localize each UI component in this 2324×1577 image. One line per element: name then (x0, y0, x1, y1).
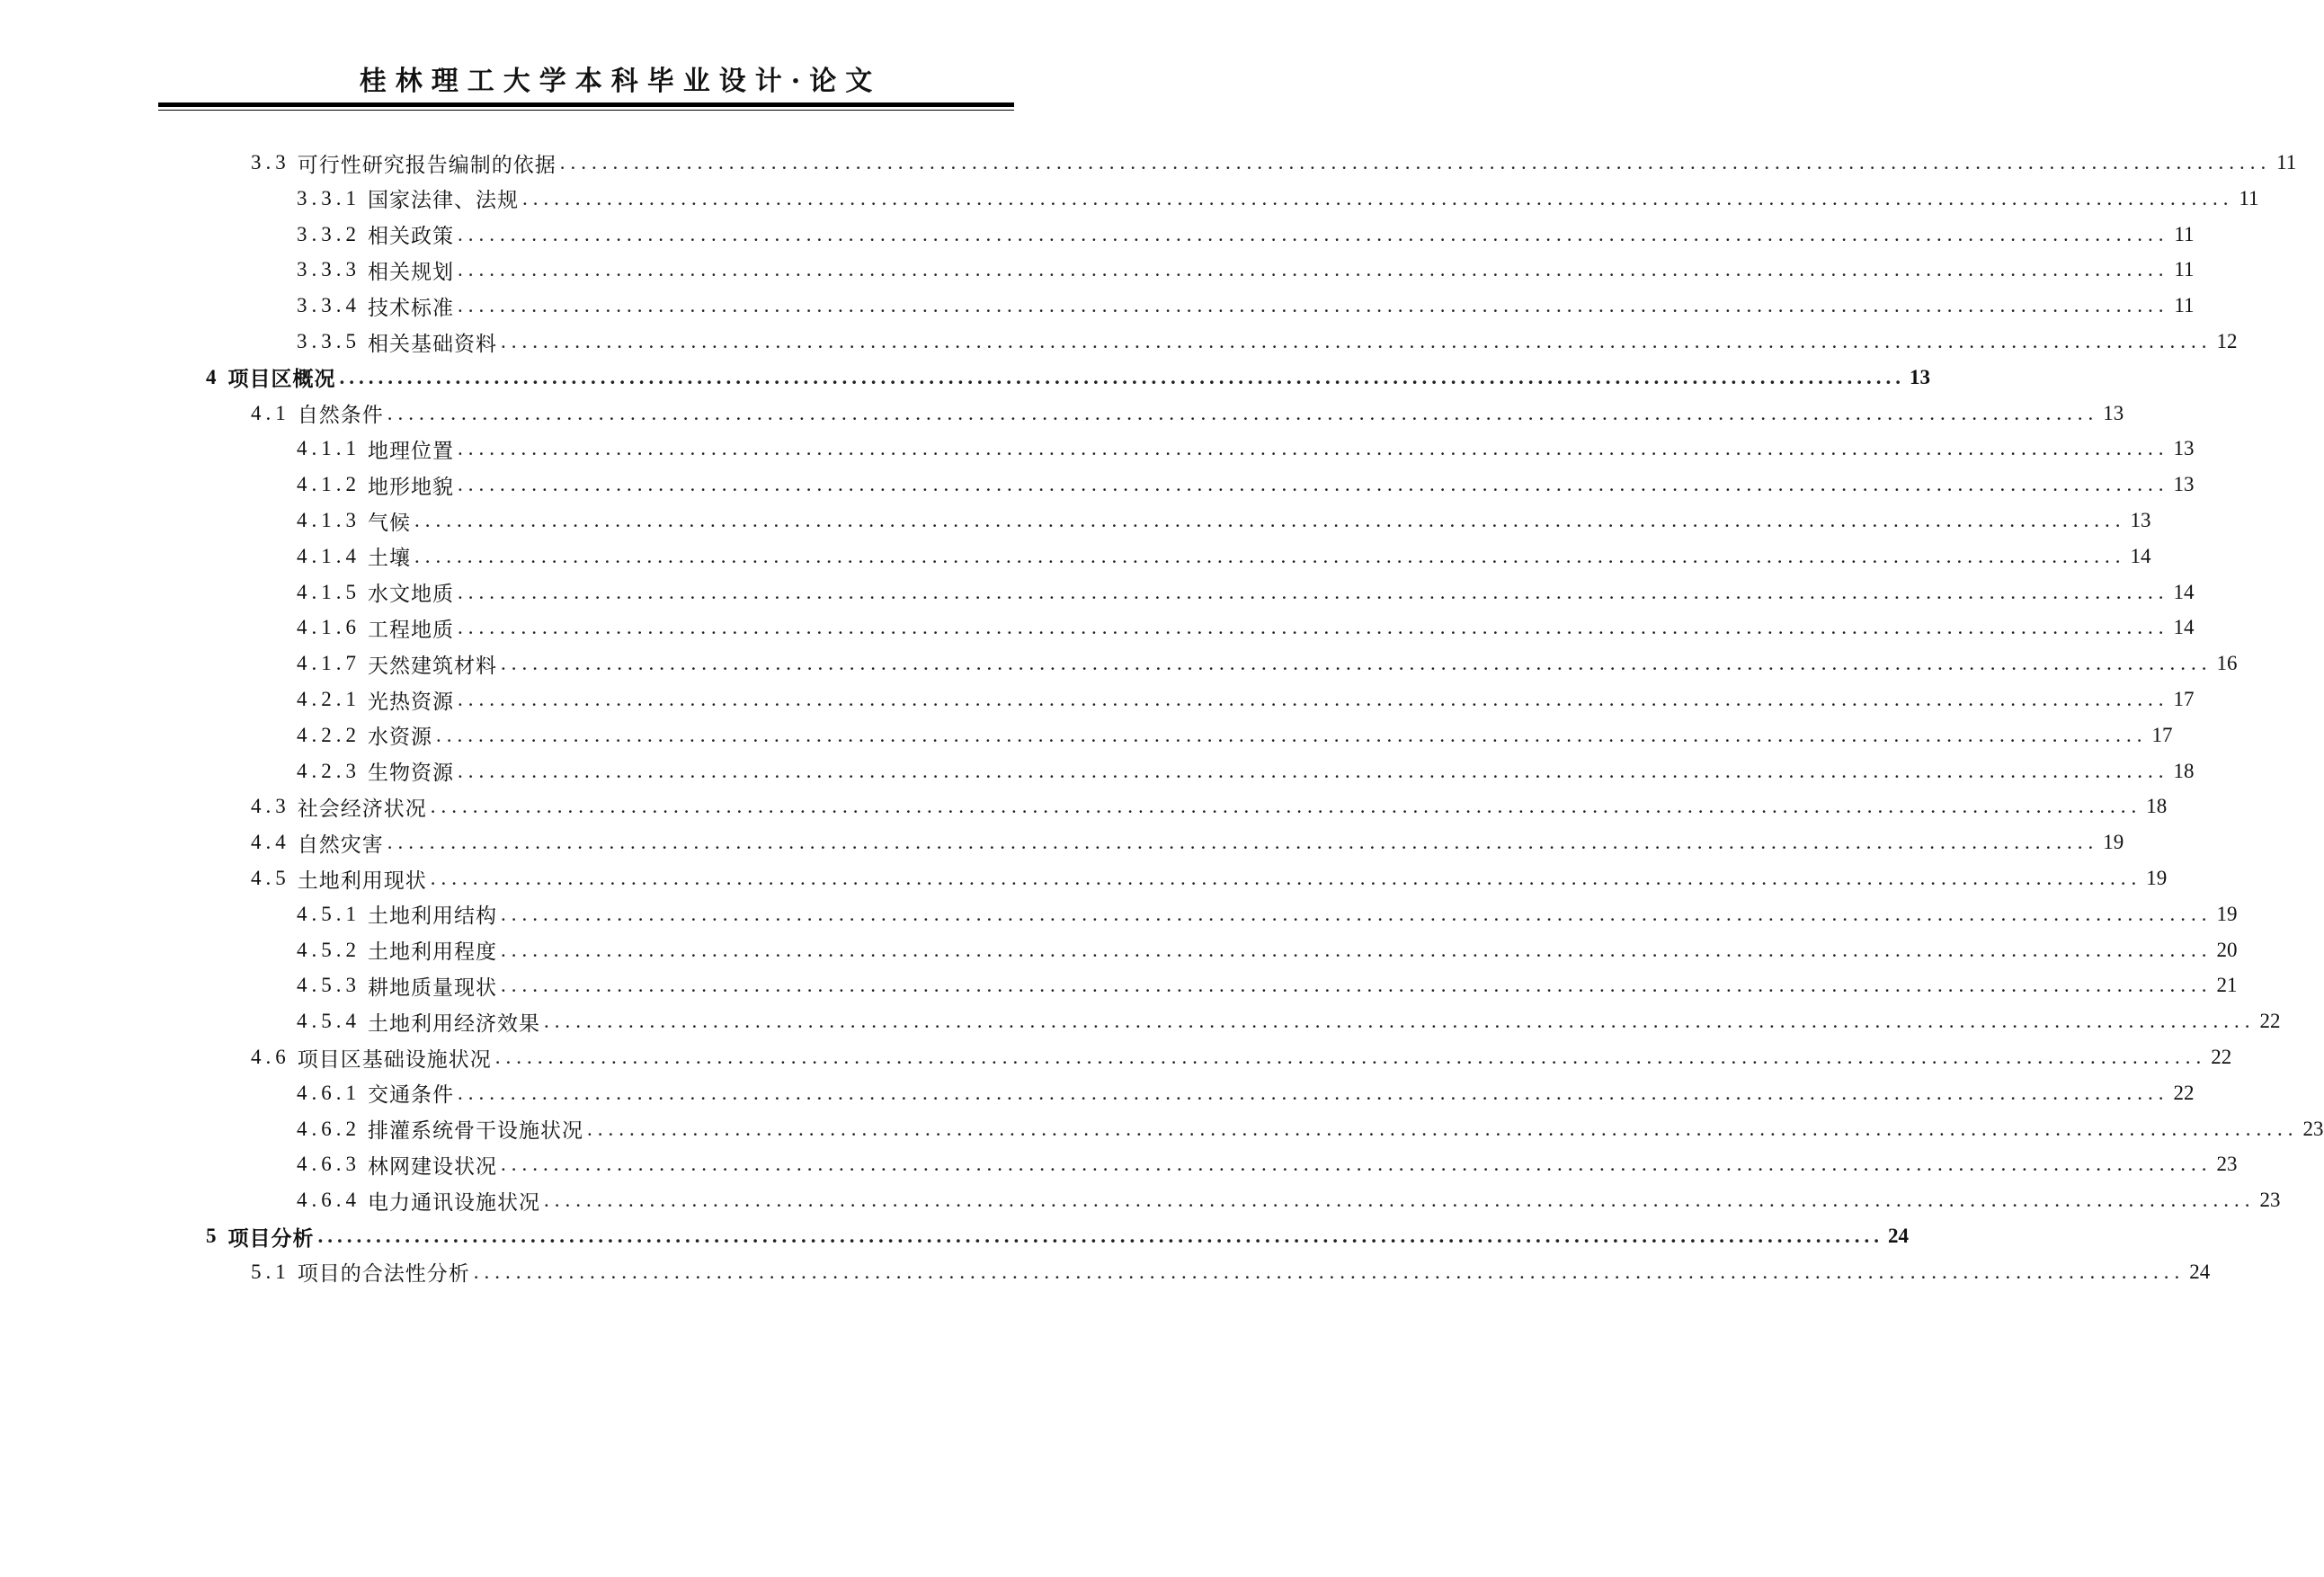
toc-entry[interactable] (297, 895, 2238, 934)
toc-entry-title: 交通条件 (368, 1083, 454, 1107)
toc-dot-leader: .................................................................................................................................................................. (458, 473, 2169, 496)
toc-entry-number: 3.3 (251, 151, 290, 174)
toc-entry[interactable] (297, 608, 2195, 647)
toc-dot-leader: .................................................................................................................................................................. (387, 401, 2099, 424)
toc-entry-title: 土壤 (368, 547, 411, 570)
toc-entry-page-number: 12 (2216, 330, 2238, 352)
toc-entry-page-number: 20 (2216, 938, 2238, 961)
toc-entry[interactable] (297, 1145, 2238, 1184)
toc-entry-title: 技术标准 (368, 296, 454, 319)
toc-entry-title: 天然建筑材料 (368, 654, 497, 677)
toc-entry-number: 4.6.2 (297, 1117, 361, 1140)
toc-entry-page-number: 19 (2103, 831, 2124, 854)
toc-entry-page-number: 24 (1888, 1225, 1909, 1247)
toc-entry-page-number: 11 (2174, 258, 2195, 281)
toc-entry-page-number: 13 (1910, 365, 1930, 388)
toc-entry-number: 4.6.1 (297, 1081, 361, 1104)
toc-entry-number: 4.2.1 (297, 688, 361, 710)
toc-entry[interactable] (297, 680, 2195, 719)
toc-entry-number: 3.3.4 (297, 294, 361, 317)
toc-entry-number: 4.1.5 (297, 580, 361, 603)
toc-entry-page-number: 13 (2130, 509, 2151, 531)
toc-entry[interactable] (297, 1074, 2195, 1113)
toc-entry-number: 4.5.3 (297, 974, 361, 997)
toc-entry-page-number: 11 (2239, 186, 2259, 209)
toc-dot-leader: .................................................................................................................................................................. (458, 616, 2169, 639)
toc-entry-number: 4.3 (251, 795, 290, 818)
toc-entry-title: 工程地质 (368, 618, 454, 641)
toc-dot-leader: .................................................................................................................................................................. (587, 1117, 2299, 1140)
toc-entry-number: 4.1.7 (297, 652, 361, 675)
toc-entry-title: 气候 (368, 511, 411, 534)
header-rule-thin (158, 110, 1014, 111)
toc-entry[interactable] (297, 465, 2195, 504)
toc-entry-title: 光热资源 (368, 690, 454, 713)
toc-entry[interactable] (297, 429, 2195, 468)
toc-entry[interactable] (297, 931, 2238, 970)
toc-entry-number: 5.1 (251, 1260, 290, 1283)
toc-entry-page-number: 22 (2259, 1010, 2281, 1033)
toc-entry-title: 相关基础资料 (368, 332, 497, 355)
toc-entry-page-number: 19 (2146, 867, 2168, 889)
toc-entry-title: 土地利用结构 (368, 904, 497, 928)
toc-dot-leader: .................................................................................................................................................................. (501, 1153, 2213, 1176)
toc-dot-leader: .................................................................................................................................................................. (387, 831, 2099, 854)
toc-entry-title: 土地利用经济效果 (368, 1011, 540, 1035)
toc-entry-number: 4.4 (251, 831, 290, 854)
toc-entry-number: 4.1.2 (297, 473, 361, 496)
toc-entry-title: 水文地质 (368, 583, 454, 606)
toc-dot-leader: .................................................................................................................................................................. (414, 509, 2126, 531)
toc-entry-number: 4.5 (251, 867, 290, 889)
toc-entry-page-number: 18 (2173, 759, 2195, 782)
toc-entry-number: 5 (206, 1225, 221, 1247)
toc-entry-page-number: 23 (2216, 1153, 2238, 1176)
toc-entry-page-number: 14 (2173, 616, 2195, 639)
toc-dot-leader: .................................................................................................................................................................. (458, 759, 2169, 782)
toc-entry[interactable] (297, 179, 2259, 218)
toc-entry-number: 4.5.4 (297, 1010, 361, 1033)
toc-entry-page-number: 13 (2173, 473, 2195, 496)
toc-entry-title: 相关规划 (368, 260, 454, 283)
toc-entry-page-number: 11 (2174, 222, 2195, 245)
toc-entry[interactable] (297, 1109, 2324, 1149)
toc-entry[interactable] (297, 501, 2151, 540)
toc-dot-leader: .................................................................................................................................................................. (458, 688, 2169, 710)
toc-entry-title: 可行性研究报告编制的依据 (297, 153, 557, 176)
toc-entry[interactable] (297, 215, 2195, 254)
toc-entry-title: 排灌系统骨干设施状况 (368, 1119, 583, 1143)
toc-dot-leader: .................................................................................................................................................................. (458, 258, 2169, 281)
toc-entry[interactable] (297, 286, 2195, 325)
toc-entry-page-number: 16 (2216, 652, 2238, 675)
toc-dot-leader: .................................................................................................................................................................. (458, 580, 2169, 603)
toc-entry-title: 项目区基础设施状况 (297, 1047, 492, 1071)
toc-entry[interactable] (251, 143, 2297, 183)
toc-dot-leader: .................................................................................................................................................................. (501, 652, 2213, 675)
toc-entry[interactable] (297, 250, 2195, 290)
toc-entry-title: 耕地质量现状 (368, 976, 497, 999)
toc-dot-leader: .................................................................................................................................................................. (494, 1046, 2207, 1068)
toc-entry-title: 水资源 (368, 726, 432, 749)
toc-dot-leader: .................................................................................................................................................................. (414, 544, 2126, 567)
header-rule-thick (158, 102, 1014, 107)
toc-entry[interactable] (206, 358, 1930, 397)
toc-entry-page-number: 22 (2173, 1081, 2195, 1104)
toc-entry-title: 生物资源 (368, 762, 454, 785)
toc-entry-title: 项目区概况 (227, 368, 336, 391)
toc-entry-number: 4 (206, 365, 221, 388)
toc-entry-number: 4.2.2 (297, 723, 361, 746)
toc-dot-leader: .................................................................................................................................................................. (458, 294, 2169, 317)
toc-dot-leader: .................................................................................................................................................................. (317, 1225, 1883, 1247)
toc-dot-leader: .................................................................................................................................................................. (458, 222, 2169, 245)
toc-entry[interactable] (206, 1216, 1909, 1256)
toc-dot-leader: .................................................................................................................................................................. (559, 151, 2272, 174)
toc-entry-page-number: 14 (2130, 544, 2151, 567)
toc-dot-leader: .................................................................................................................................................................. (501, 902, 2213, 925)
toc-entry-number: 4.5.2 (297, 938, 361, 961)
toc-dot-leader: .................................................................................................................................................................. (544, 1010, 2256, 1033)
toc-entry-title: 林网建设状况 (368, 1154, 497, 1178)
toc-entry[interactable] (297, 322, 2238, 361)
toc-entry-page-number: 19 (2216, 902, 2238, 925)
toc-entry-number: 3.3.1 (297, 186, 361, 209)
toc-entry-page-number: 17 (2173, 688, 2195, 710)
toc-entry-page-number: 18 (2146, 795, 2168, 818)
toc-entry-number: 3.3.2 (297, 222, 361, 245)
toc-entry[interactable] (251, 859, 2168, 898)
toc-entry-page-number: 14 (2173, 580, 2195, 603)
toc-entry[interactable] (251, 1038, 2232, 1077)
toc-dot-leader: .................................................................................................................................................................. (522, 186, 2234, 209)
toc-entry-title: 项目的合法性分析 (297, 1262, 470, 1286)
toc-entry-title: 土地利用程度 (368, 940, 497, 964)
toc-entry-page-number: 22 (2211, 1046, 2232, 1068)
toc-entry[interactable] (251, 1252, 2211, 1292)
toc-entry-title: 地形地貌 (368, 475, 454, 498)
toc-entry-number: 4.1.1 (297, 437, 361, 460)
toc-entry-number: 4.1.4 (297, 544, 361, 567)
toc-entry-number: 3.3.3 (297, 258, 361, 281)
toc-entry-number: 4.1.6 (297, 616, 361, 639)
toc-entry-number: 4.1.3 (297, 509, 361, 531)
toc-entry-page-number: 23 (2302, 1117, 2324, 1140)
toc-dot-leader: .................................................................................................................................................................. (430, 795, 2142, 818)
toc-entry[interactable] (297, 573, 2195, 612)
toc-entry[interactable] (297, 644, 2238, 683)
toc-dot-leader: .................................................................................................................................................................. (501, 938, 2213, 961)
toc-dot-leader: .................................................................................................................................................................. (501, 330, 2213, 352)
toc-dot-leader: .................................................................................................................................................................. (339, 365, 1905, 388)
toc-entry[interactable] (297, 537, 2151, 576)
toc-entry[interactable] (297, 966, 2238, 1005)
toc-entry[interactable] (251, 394, 2124, 433)
toc-entry-number: 4.1 (251, 401, 290, 424)
toc-entry-title: 相关政策 (368, 225, 454, 248)
page-header-title: 桂林理工大学本科毕业设计·论文 (359, 66, 882, 97)
toc-entry[interactable] (297, 752, 2195, 791)
toc-entry-title: 地理位置 (368, 439, 454, 462)
toc-dot-leader: .................................................................................................................................................................. (430, 867, 2142, 889)
toc-entry-page-number: 13 (2173, 437, 2195, 460)
toc-entry-title: 土地利用现状 (297, 869, 427, 892)
toc-dot-leader: .................................................................................................................................................................. (458, 437, 2169, 460)
toc-entry-number: 4.6 (251, 1046, 290, 1068)
toc-dot-leader: .................................................................................................................................................................. (544, 1189, 2256, 1212)
toc-entry[interactable] (251, 823, 2124, 862)
toc-entry-page-number: 21 (2216, 974, 2238, 997)
toc-entry-title: 自然灾害 (297, 833, 384, 856)
toc-entry[interactable] (297, 1181, 2281, 1220)
toc-entry-number: 4.2.3 (297, 759, 361, 782)
toc-entry-page-number: 24 (2189, 1260, 2211, 1283)
toc-entry-page-number: 13 (2103, 401, 2124, 424)
toc-entry-title: 电力通讯设施状况 (368, 1190, 540, 1214)
toc-entry-number: 4.5.1 (297, 902, 361, 925)
toc-entry-title: 自然条件 (297, 404, 384, 427)
toc-entry-title: 社会经济状况 (297, 797, 427, 820)
toc-entry-title: 国家法律、法规 (368, 189, 519, 212)
toc-entry[interactable] (297, 1002, 2281, 1041)
toc-entry-page-number: 23 (2259, 1189, 2281, 1212)
toc-dot-leader: .................................................................................................................................................................. (501, 974, 2213, 997)
toc-dot-leader: .................................................................................................................................................................. (436, 723, 2148, 746)
toc-entry-page-number: 11 (2276, 151, 2297, 174)
toc-entry-page-number: 17 (2151, 723, 2173, 746)
toc-entry-number: 4.6.3 (297, 1153, 361, 1176)
toc-dot-leader: .................................................................................................................................................................. (473, 1260, 2186, 1283)
toc-entry[interactable] (297, 716, 2173, 755)
toc-entry-title: 项目分析 (227, 1226, 315, 1250)
toc-entry-number: 3.3.5 (297, 330, 361, 352)
toc-dot-leader: .................................................................................................................................................................. (458, 1081, 2169, 1104)
toc-entry-page-number: 11 (2174, 294, 2195, 317)
toc-entry-number: 4.6.4 (297, 1189, 361, 1212)
toc-entry[interactable] (251, 787, 2168, 826)
